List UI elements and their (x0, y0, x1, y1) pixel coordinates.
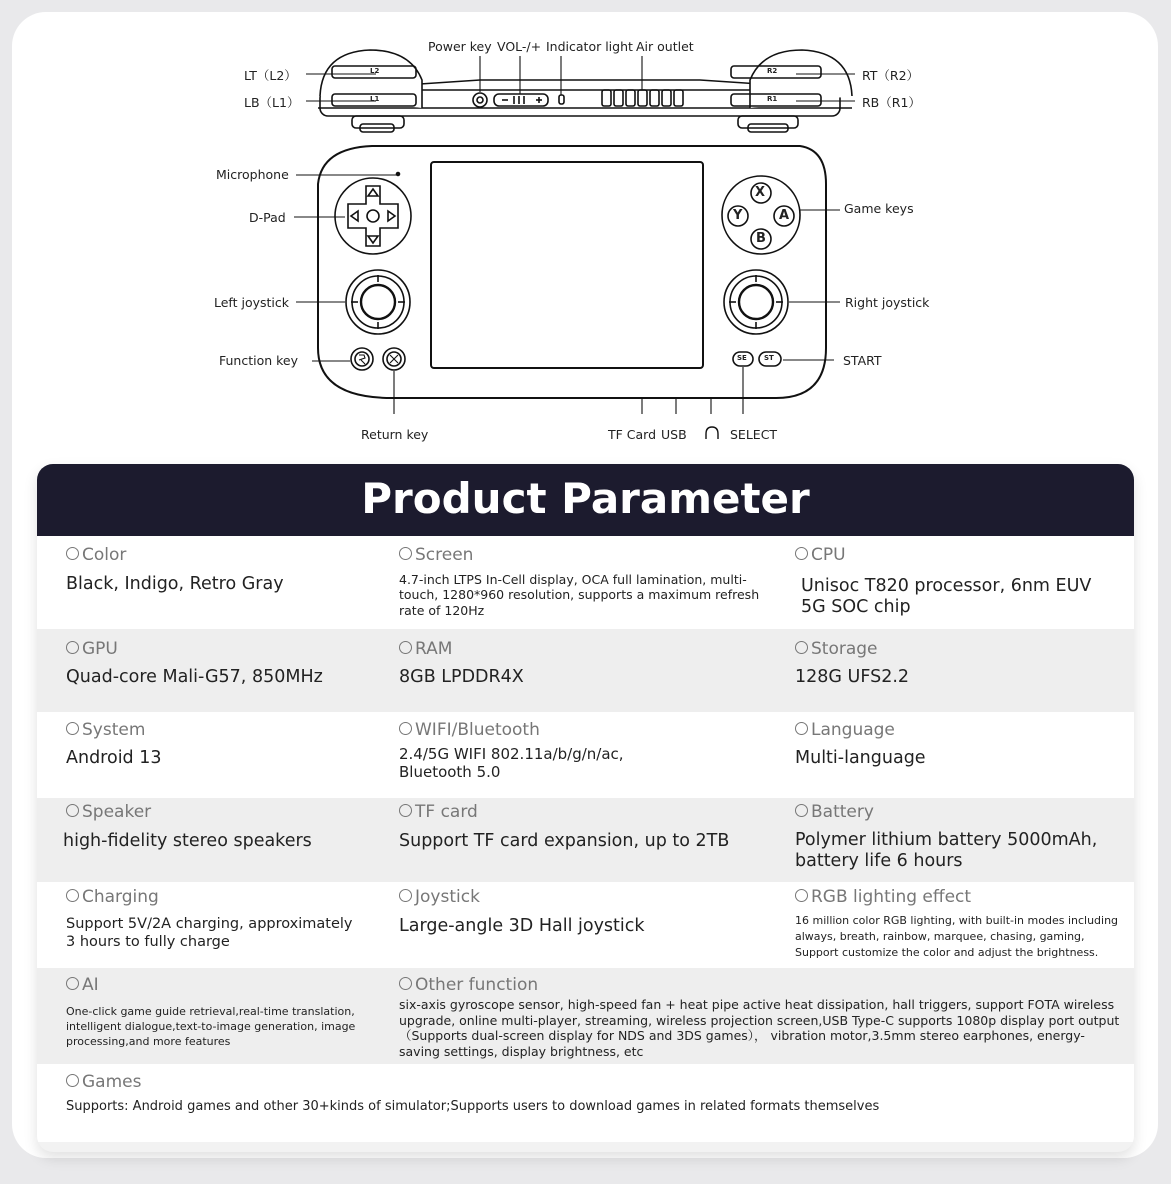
param-value: Unisoc T820 processor, 6nm EUV 5G SOC chip (801, 576, 1092, 618)
param-title: AI (82, 975, 99, 995)
param-value: high-fidelity stereo speakers (63, 831, 312, 851)
button-a-label: A (779, 208, 790, 223)
bullet-icon (399, 641, 412, 654)
param-title: Games (82, 1072, 142, 1092)
param-row (37, 882, 1134, 968)
bullet-icon (795, 722, 808, 735)
param-title: GPU (82, 639, 118, 659)
param-title: RGB lighting effect (811, 887, 972, 907)
top-view (318, 50, 852, 132)
param-value: six-axis gyroscope sensor, high-speed fan + heat pipe active heat dissipation, hall triggers, support FOTA wireless upgrade, online multi-player, streaming, wireless projection screen,USB Type-C supports 1080p display port output（Supports dual-screen display for NDS and 3DS games）， vibration motor,3.5mm stereo earphones, energy-saving settings, display brightness, etc (399, 997, 1120, 1059)
device-diagram (0, 0, 1171, 460)
bullet-icon (795, 641, 808, 654)
param-title: Language (811, 720, 895, 740)
headphone-icon (706, 427, 718, 439)
panel-title: Product Parameter (361, 474, 810, 523)
button-y-label: Y (733, 208, 743, 223)
bullet-icon (795, 889, 808, 902)
label-dpad: D-Pad (249, 210, 286, 225)
param-title: Speaker (82, 802, 152, 822)
label-rb: RB（R1） (862, 95, 921, 110)
param-title: TF card (415, 802, 478, 822)
label-start: START (843, 353, 882, 368)
param-value: Support TF card expansion, up to 2TB (399, 831, 730, 851)
panel-header (37, 464, 1134, 536)
product-parameter-panel (37, 464, 1134, 1152)
bullet-icon (66, 1074, 79, 1087)
bullet-icon (66, 889, 79, 902)
bullet-icon (399, 804, 412, 817)
param-title: WIFI/Bluetooth (415, 720, 540, 740)
label-usb: USB (661, 427, 687, 442)
bullet-icon (399, 547, 412, 560)
button-st-label: ST (764, 354, 774, 362)
bullet-icon (66, 977, 79, 990)
param-row (37, 629, 1134, 712)
param-title: RAM (415, 639, 453, 659)
param-title: Joystick (415, 887, 480, 907)
device-drawing (0, 0, 1171, 460)
param-value: 16 million color RGB lighting, with built-in modes including always, breath, rainbow, marquee, chasing, gaming, Support customize the color and adjust the brightness. (795, 914, 1119, 959)
param-title: System (82, 720, 146, 740)
front-view (318, 146, 826, 398)
label-power-key: Power key (428, 39, 492, 54)
label-right-joystick: Right joystick (845, 295, 930, 310)
label-lt: LT（L2） (244, 68, 297, 83)
bullet-icon (66, 641, 79, 654)
l2-mark: L2 (370, 67, 380, 75)
param-row (37, 1064, 1134, 1142)
param-title: CPU (811, 545, 846, 565)
bullet-icon (795, 804, 808, 817)
button-se-label: SE (737, 354, 747, 362)
label-game-keys: Game keys (844, 201, 914, 216)
bullet-icon (795, 547, 808, 560)
label-function-key: Function key (219, 353, 299, 368)
param-title: Charging (82, 887, 159, 907)
label-indicator-light: Indicator light (546, 39, 633, 54)
bullet-icon (399, 977, 412, 990)
r1-mark: R1 (767, 95, 778, 103)
label-left-joystick: Left joystick (214, 295, 290, 310)
l1-mark: L1 (370, 95, 380, 103)
label-rt: RT（R2） (862, 68, 920, 83)
param-value: Polymer lithium battery 5000mAh, battery life 6 hours (795, 830, 1098, 872)
label-select: SELECT (730, 427, 778, 442)
param-value: 4.7-inch LTPS In-Cell display, OCA full lamination, multi-touch, 1280*960 resolution, supports a maximum refresh rate of 120Hz (399, 572, 760, 618)
param-value: Supports: Android games and other 30+kinds of simulator;Supports users to download games in related formats themselves (66, 1099, 880, 1114)
param-value: 8GB LPDDR4X (399, 667, 524, 687)
bullet-icon (66, 804, 79, 817)
param-title: Storage (811, 639, 878, 659)
bullet-icon (399, 722, 412, 735)
param-title: Screen (415, 545, 474, 565)
param-value: One-click game guide retrieval,real-time translation, intelligent dialogue,text-to-image generation, image processing,and more features (66, 1005, 356, 1049)
label-vol: VOL-/+ (497, 39, 542, 54)
param-value: Android 13 (66, 748, 162, 768)
label-microphone: Microphone (216, 167, 289, 182)
bullet-icon (66, 722, 79, 735)
label-return-key: Return key (361, 427, 429, 442)
button-x-label: X (755, 185, 766, 200)
param-row (37, 798, 1134, 882)
param-value: 2.4/5G WIFI 802.11a/b/g/n/ac, Bluetooth 5.0 (399, 745, 624, 782)
param-value: Quad-core Mali-G57, 850MHz (66, 667, 323, 687)
param-title: Battery (811, 802, 874, 822)
param-value: Support 5V/2A charging, approximately 3 hours to fully charge (66, 916, 353, 950)
param-value: Black, Indigo, Retro Gray (66, 574, 284, 594)
label-tf-card: TF Card (608, 427, 657, 442)
param-row (37, 536, 1134, 629)
label-lb: LB（L1） (244, 95, 300, 110)
param-value: 128G UFS2.2 (795, 667, 910, 687)
param-value: Multi-language (795, 748, 926, 768)
bullet-icon (399, 889, 412, 902)
r2-mark: R2 (767, 67, 778, 75)
button-b-label: B (756, 231, 766, 246)
label-air-outlet: Air outlet (636, 39, 694, 54)
bullet-icon (66, 547, 79, 560)
param-title: Color (82, 545, 127, 565)
param-value: Large-angle 3D Hall joystick (399, 916, 645, 936)
param-row (37, 712, 1134, 798)
param-title: Other function (415, 975, 539, 995)
param-row (37, 968, 1134, 1064)
